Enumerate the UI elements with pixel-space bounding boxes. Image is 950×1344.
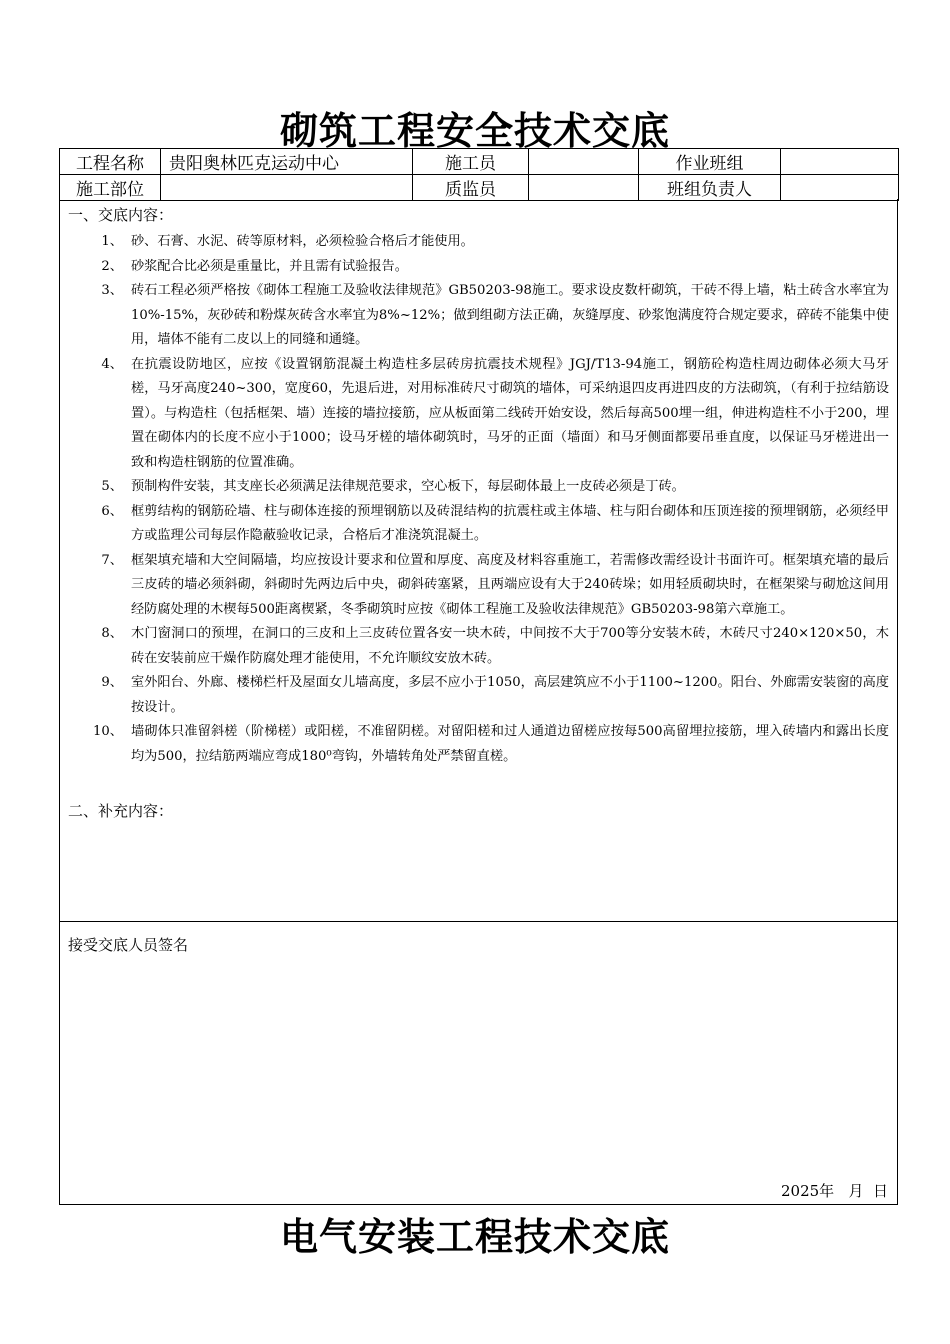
leader-value xyxy=(781,175,899,201)
team-value xyxy=(781,149,899,175)
item-number: 6、 xyxy=(101,503,123,519)
item-text: 室外阳台、外廊、楼梯栏杆及屋面女儿墙高度，多层不应小于1050，高层建筑应不小于1100~1200。阳台、外廊需安装窗的高度按设计。 xyxy=(131,675,889,715)
inspector-label: 质监员 xyxy=(413,175,529,201)
header-row-1 xyxy=(60,149,899,175)
item-text: 木门窗洞口的预埋，在洞口的三皮和上三皮砖位置各安一块木砖，中间按不大于700等分安装木砖，木砖尺寸240×120×50，木砖在安装前应干燥作防腐处理才能使用，不允许顺纹安放木砖。 xyxy=(131,626,889,666)
item-number: 7、 xyxy=(101,552,123,568)
item-text: 在抗震设防地区，应按《设置钢筋混凝土构造柱多层砖房抗震技术规程》JGJ/T13-94施工，钢筋砼构造柱周边砌体必须大马牙槎，马牙高度240~300，宽度60，先退后进，对用标准砖尺寸砌筑的墙体，可采纳退四皮再进四皮的方法砌筑，（有利于拉结筋设置）。与构造柱（包括框架、墙）连接的墙拉接筋，应从板面第二线砖开始安设，然后每高500埋一组，伸进构造柱不小于200，埋置在砌体内的长度不应小于1000；设马牙槎的墙体砌筑时，马牙的正面（墙面）和马牙侧面都要吊垂直度，以保证马牙槎进出一致和构造柱钢筋的位置准确。 xyxy=(131,356,889,470)
next-page-title: 电气安装工程技术交底 xyxy=(279,1215,670,1259)
item-number: 4、 xyxy=(101,356,123,372)
list-item xyxy=(60,671,897,720)
item-text: 砂、石膏、水泥、砖等原材料，必须检验合格后才能使用。 xyxy=(131,234,474,249)
item-text: 砖石工程必须严格按《砌体工程施工及验收法律规范》GB50203-98施工。要求设皮数杆砌筑，干砖不得上墙，粘土砖含水率宜为10%-15%，灰砂砖和粉煤灰砖含水率宜为8%~12%；做到组砌方法正确，灰缝厚度、砂浆饱满度符合规定要求，碎砖不能集中使用，墙体不能有二皮以上的同缝和通缝。 xyxy=(131,283,889,347)
signature-date: 2025年 月 日 xyxy=(780,1182,888,1200)
supplement-heading: 二、补充内容： xyxy=(68,802,174,820)
item-text: 墙砌体只准留斜槎（阶梯槎）或阳槎，不准留阴槎。对留阳槎和过人通道边留槎应按每500高留埋拉接筋，埋入砖墙内和露出长度均为500，拉结筋两端应弯成180⁰弯钩，外墙转角处严禁留直槎。 xyxy=(131,724,889,764)
list-item xyxy=(60,230,897,255)
item-number: 10、 xyxy=(93,724,123,739)
item-number: 2、 xyxy=(101,258,123,274)
list-item xyxy=(60,500,897,549)
header-table xyxy=(59,148,899,201)
item-number: 8、 xyxy=(101,626,123,641)
content-list xyxy=(60,230,897,769)
content-section xyxy=(59,199,898,922)
list-item xyxy=(60,475,897,500)
page-title: 砌筑工程安全技术交底 xyxy=(279,109,670,153)
leader-label: 班组负责人 xyxy=(639,175,781,201)
project-name-value: 贵阳奥林匹克运动中心 xyxy=(161,149,413,175)
list-item xyxy=(60,720,897,769)
signature-label: 接受交底人员签名 xyxy=(68,936,189,954)
location-label: 施工部位 xyxy=(60,175,161,201)
constructor-label: 施工员 xyxy=(413,149,529,175)
intro-heading: 一、交底内容： xyxy=(68,206,174,224)
item-number: 5、 xyxy=(101,479,123,494)
list-item xyxy=(60,255,897,280)
team-label: 作业班组 xyxy=(639,149,781,175)
signature-section xyxy=(59,921,898,1205)
list-item xyxy=(60,279,897,353)
item-text: 预制构件安装，其支座长必须满足法律规范要求，空心板下，每层砌体最上一皮砖必须是丁砖。 xyxy=(131,479,685,494)
list-item xyxy=(60,549,897,623)
list-item xyxy=(60,622,897,671)
list-item xyxy=(60,353,897,476)
header-row-2 xyxy=(60,175,899,201)
item-number: 1、 xyxy=(101,234,123,249)
project-name-label: 工程名称 xyxy=(60,149,161,175)
item-number: 9、 xyxy=(101,675,123,690)
item-number: 3、 xyxy=(101,283,123,298)
inspector-value xyxy=(529,175,639,201)
item-text: 砂浆配合比必须是重量比，并且需有试验报告。 xyxy=(131,258,408,274)
constructor-value xyxy=(529,149,639,175)
location-value xyxy=(161,175,413,201)
item-text: 框架填充墙和大空间隔墙，均应按设计要求和位置和厚度、高度及材料容重施工，若需修改需经设计书面许可。框架填充墙的最后三皮砖的墙必须斜砌，斜砌时先两边后中央，砌斜砖塞紧，且两端应设有大于240砖垛；如用轻质砌块时，在框架梁与砌尬这间用经防腐处理的木楔每500距离楔紧，冬季砌筑时应按《砌体工程施工及验收法律规范》GB50203-98第六章施工。 xyxy=(131,552,889,617)
item-text: 框剪结构的钢筋砼墙、柱与砌体连接的预埋钢筋以及砖混结构的抗震柱或主体墙、柱与阳台砌体和压顶连接的预埋钢筋，必须经甲方或监理公司每层作隐蔽验收记录，合格后才准浇筑混凝土。 xyxy=(131,503,889,543)
